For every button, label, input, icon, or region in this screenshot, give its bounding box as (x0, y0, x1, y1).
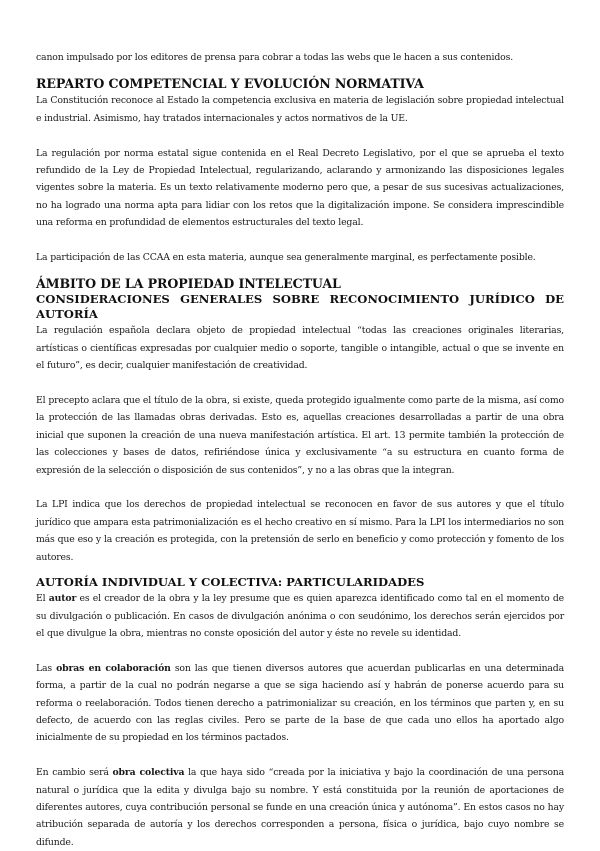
paragraph: La regulación por norma estatal sigue contenida en el Real Decreto Legislativo, por el que se aprueba el texto refundido de la Ley de Propiedad Intelectual, regularizando, aclarando y armonizando las disposiciones legales vigentes sobre la materia. Es un texto relativamente moderno pero que, a pesar de sus sucesivas actualizaciones, no ha logrado una norma apta para lidiar con los retos que la digitalización impone. Se considera imprescindible una reforma en profundidad de elementos estructurales del texto legal. (36, 147, 564, 229)
document-body (36, 49, 564, 851)
term-autor: autor (48, 593, 77, 605)
paragraph: El precepto aclara que el título de la obra, si existe, queda protegido igualmente como parte de la misma, así como la protección de las llamadas obras derivadas. Esto es, aquellas creaciones desarrolladas a partir de una obra inicial que suponen la creación de una nueva manifestación artística. El art. 13 permite también la protección de las colecciones y bases de datos, refiriéndose única y exclusivamente “a su estructura en cuanto forma de expresión de la selección o disposición de sus contenidos”, y no a las obras que la integran. (36, 395, 564, 476)
paragraph-obra-colectiva: En cambio será obra colectiva la que haya sido “creada por la iniciativa y bajo la coordinación de una persona natural o jurídica que la edita y divulga bajo su nombre. Y está constituida por la reunión de aportaciones de diferentes autores, cuya contribución personal se funde en una creación única y autónoma”. En estos casos no hay atribución separada de autoría y los derechos corresponden a persona, física o jurídica, bajo cuyo nombre se difunde. (36, 767, 564, 848)
continuation-paragraph: canon impulsado por los editores de prensa para cobrar a todas las webs que le hacen a sus contenidos. (36, 52, 513, 63)
section-heading-reparto: REPARTO COMPETENCIAL Y EVOLUCIÓN NORMATIVA (36, 76, 424, 92)
paragraph-autor: El autor es el creador de la obra y la ley presume que es quien aparezca identificado como tal en el momento de su divulgación o publicación. En casos de divulgación anónima o con seudónimo, los derechos serán ejercidos por el que divulgue la obra, mientras no conste oposición del autor y éste no revele su identidad. (36, 593, 565, 639)
paragraph-obras-colaboracion: Las obras en colaboración son las que tienen diversos autores que acuerdan publicarlas en una determinada forma, a partir de la cual no podrán negarse a que se siga haciendo así y habrán de ponerse acuerdo para su reforma o reelaboración. Todos tienen derecho a patrimonializar su creación, en los términos que parten y, en su defecto, de acuerdo con las reglas civiles. Pero se parte de la base de que cada uno ellos ha aportado algo inicialmente de su propiedad en los términos pactados. (36, 662, 564, 744)
subsection-heading-autoria: AUTORÍA INDIVIDUAL Y COLECTIVA: PARTICULARIDADES (36, 575, 425, 590)
term-obra-colectiva: obra colectiva (112, 767, 185, 779)
term-obras-colaboracion: obras en colaboración (56, 662, 171, 674)
paragraph: La regulación española declara objeto de propiedad intelectual “todas las creaciones originales literarias, artísticas o científicas expresadas por cualquier medio o soporte, tangible o intangible, actual o que se invente en el futuro”, es decir, cualquier manifestación de creatividad. (36, 325, 564, 372)
paragraph: La Constitución reconoce al Estado la competencia exclusiva en materia de legislación sobre propiedad intelectual e industrial. Asimismo, hay tratados internacionales y actos normativos de la UE. (36, 95, 564, 124)
section-heading-ambito: ÁMBITO DE LA PROPIEDAD INTELECTUAL (36, 276, 341, 292)
paragraph: La LPI indica que los derechos de propiedad intelectual se reconocen en favor de sus autores y que el título jurídico que ampara esta patrimonialización es el hecho creativo en sí mismo. Para la LPI los intermediarios no son más que eso y la creación es protegida, con la pretensión de serlo en beneficio y como protección y fomento de los autores. (36, 499, 564, 563)
subsection-heading-consideraciones: CONSIDERACIONES GENERALES SOBRE RECONOCIMIENTO JURÍDICO DE AUTORÍA (36, 292, 564, 322)
paragraph: La participación de las CCAA en esta materia, aunque sea generalmente marginal, es perfectamente posible. (36, 252, 536, 264)
